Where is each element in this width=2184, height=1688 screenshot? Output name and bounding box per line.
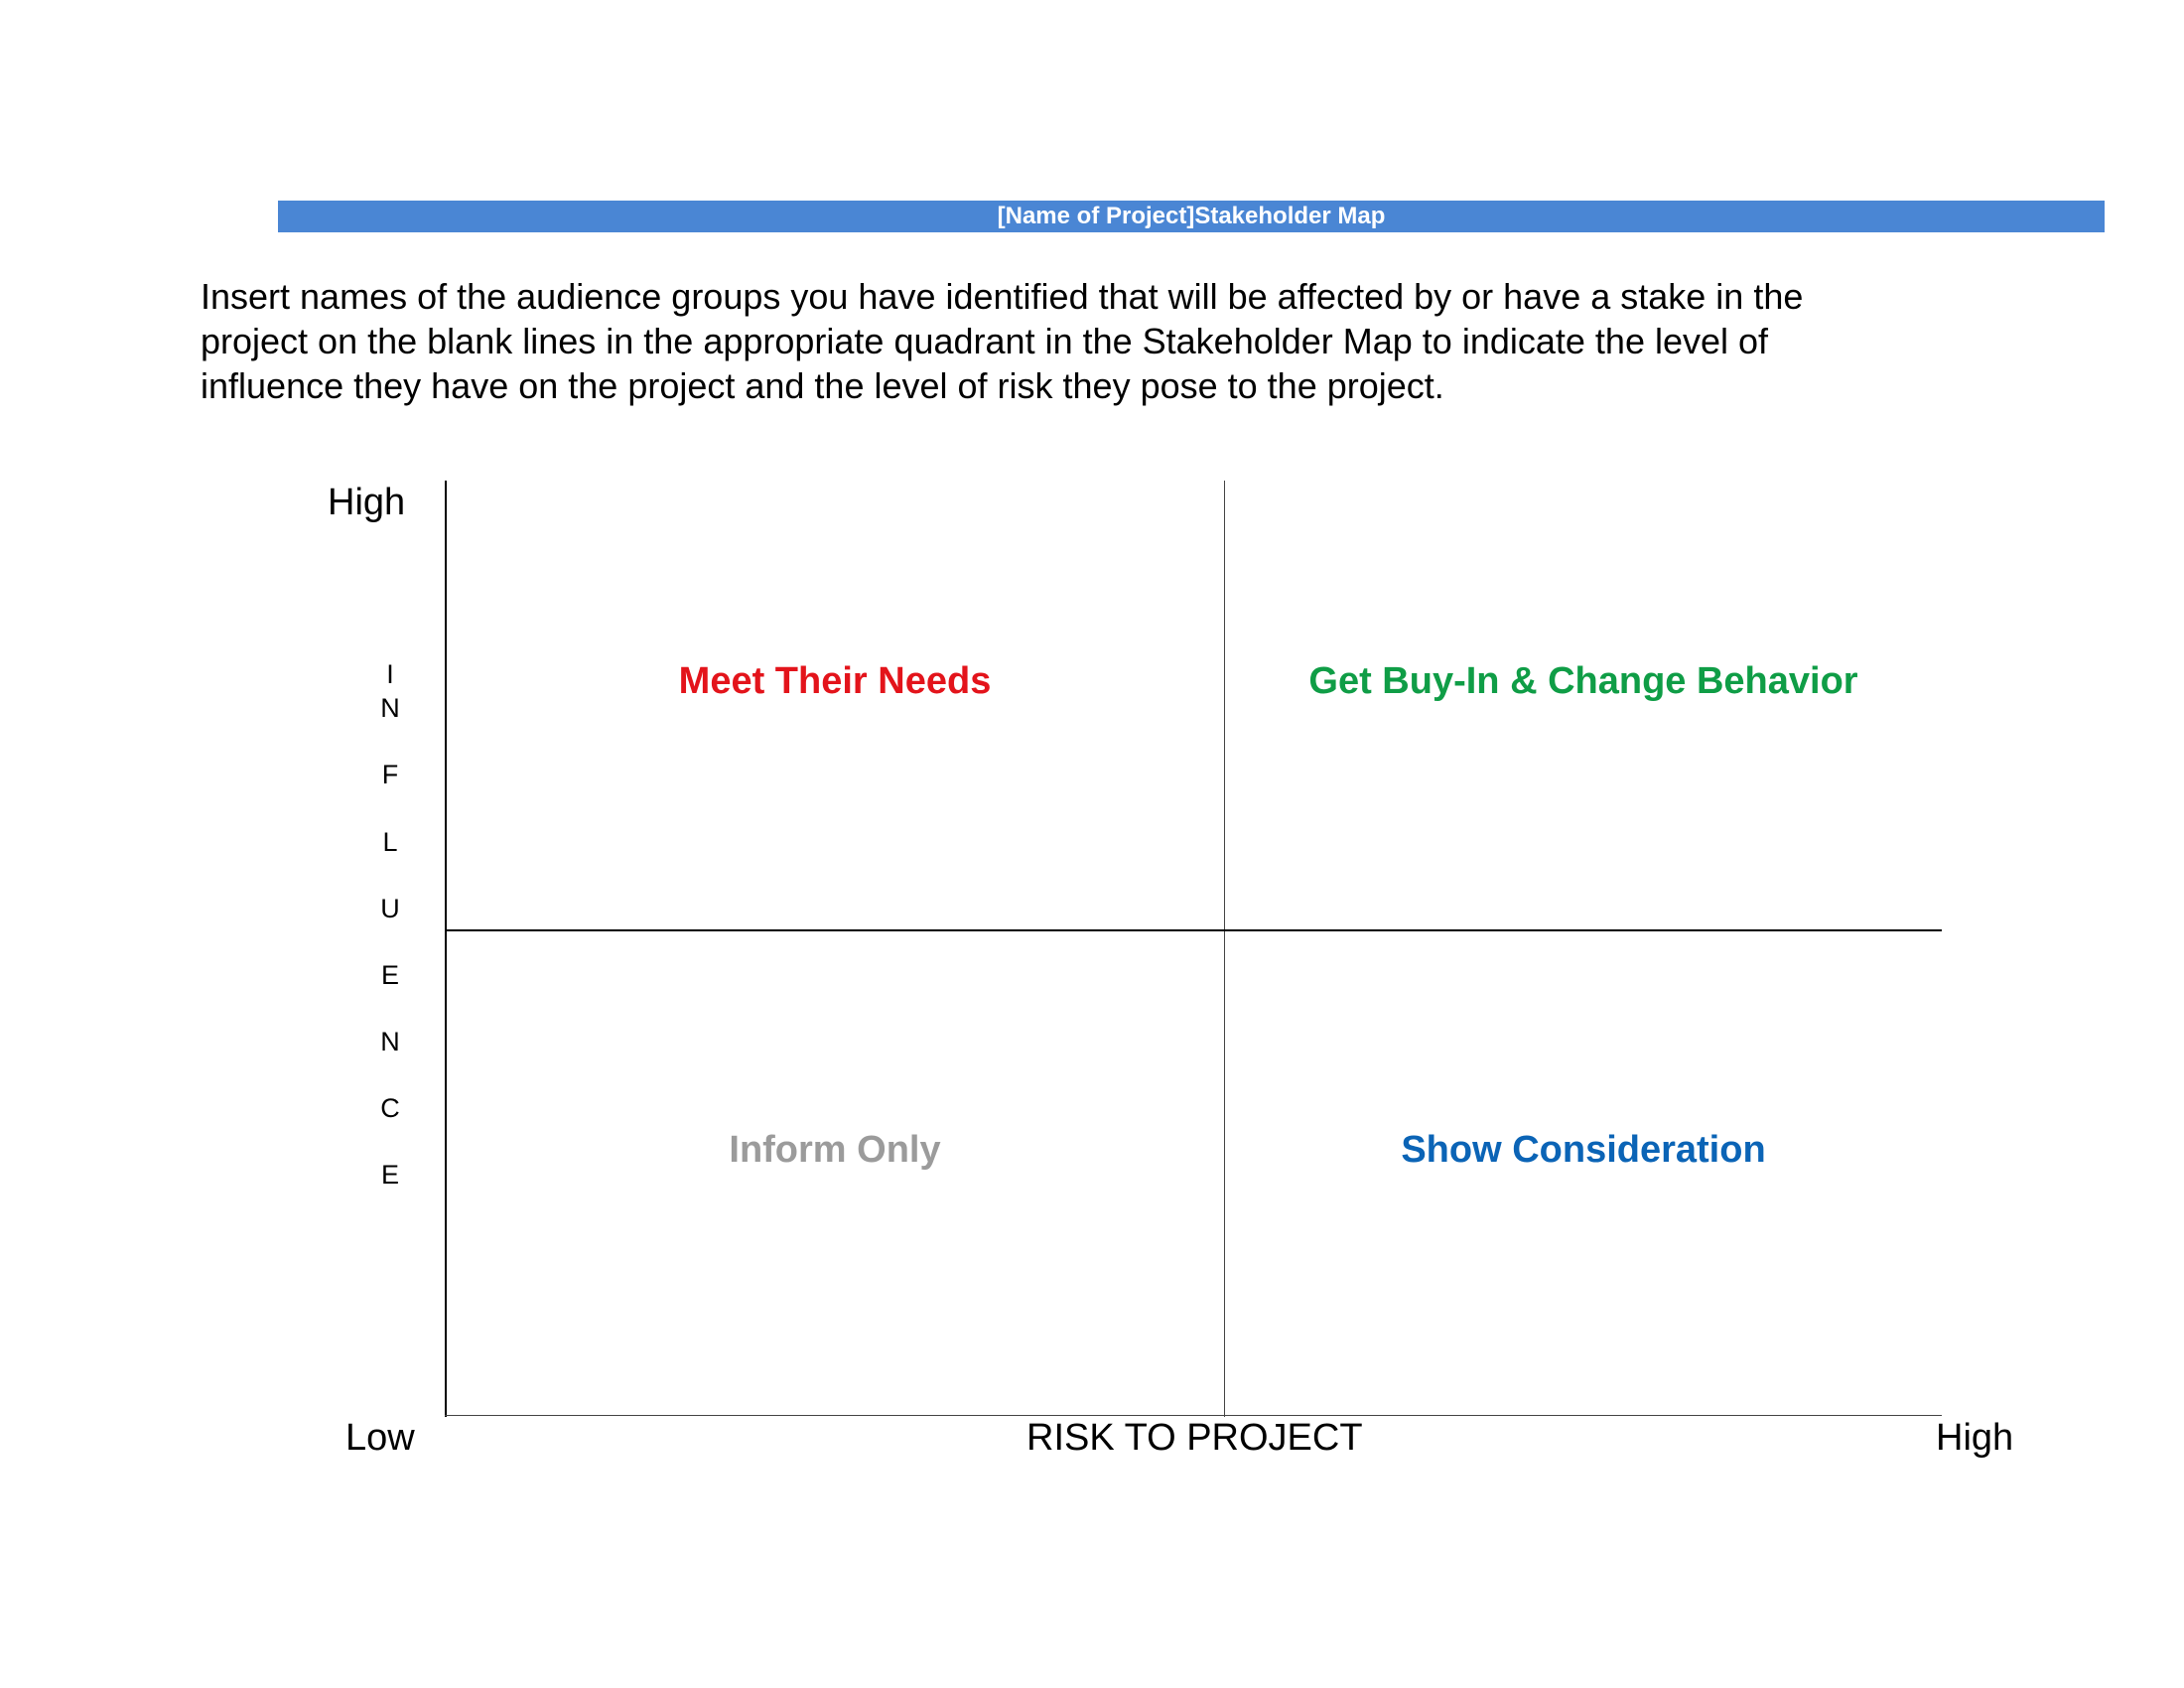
instructions-line: influence they have on the project and the level of risk they pose to the project. [201,365,1444,406]
x-axis-low-label: Low [345,1417,415,1459]
y-axis-letter: I [386,659,394,689]
y-axis-letter: C [380,1093,400,1123]
horizontal-divider-line [445,929,1942,931]
x-axis-high-label: High [1936,1417,2014,1459]
quadrant-show-consideration: Show Consideration [1401,1129,1766,1171]
y-axis-letter: N [380,1027,400,1056]
page-title: [Name of Project]Stakeholder Map [997,203,1386,229]
instructions-paragraph [201,274,2087,408]
vertical-divider-line [1224,481,1225,1417]
title-bar [278,201,2105,232]
y-axis-letter: F [381,760,399,789]
y-axis-letter: E [380,1160,399,1190]
y-axis-letter: N [380,693,400,723]
x-axis-title: RISK TO PROJECT [1026,1417,1363,1459]
y-axis-letter: L [382,827,398,857]
y-axis-letter: U [380,894,400,923]
quadrant-meet-their-needs: Meet Their Needs [678,660,992,702]
y-axis-high-label: High [328,482,406,523]
quadrant-inform-only: Inform Only [729,1129,941,1171]
y-axis-letter: E [380,960,399,990]
instructions-line: project on the blank lines in the appropriate quadrant in the Stakeholder Map to indicate the level of [201,321,1769,361]
instructions-line: Insert names of the audience groups you have identified that will be affected by or have a stake in the [201,276,1804,317]
y-axis-line [445,481,447,1417]
quadrant-get-buy-in: Get Buy-In & Change Behavior [1308,660,1858,702]
